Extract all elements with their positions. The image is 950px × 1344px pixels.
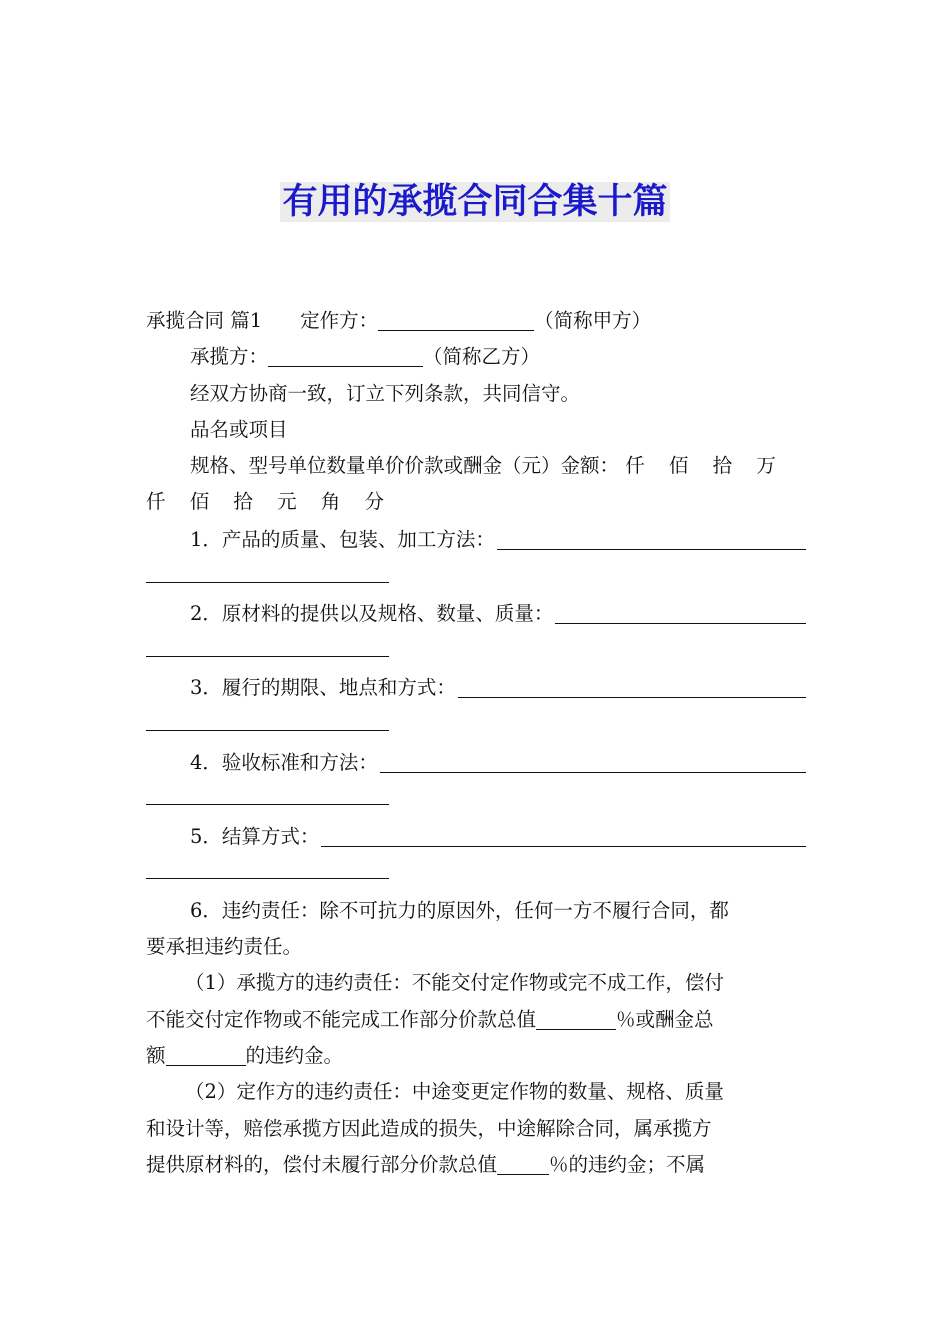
clause-3-blank [458,678,806,699]
clause-5: 5．结算方式： [146,819,806,855]
clause-2: 2．原材料的提供以及规格、数量、质量： [146,596,806,632]
clause-5-blank [321,826,806,847]
clause-6-2-line-1: （2）定作方的违约责任：中途变更定作物的数量、规格、质量 [185,1080,724,1104]
agreement-line: 经双方协商一致，订立下列条款，共同信守。 [190,381,581,405]
penalty-percent-blank [536,1009,616,1030]
contract-header-line [146,303,806,339]
party-b-label: 承揽方： [190,345,269,369]
party-b-line [146,339,806,375]
party-a-abbr: （简称甲方） [534,309,652,332]
clause-6-1-line-2: 不能交付定作物或不能完成工作部分价款总值 ％或酬金总 [146,1007,714,1031]
clause-4-blank-cont [146,781,389,817]
clause-6-1-line-3: 额 的违约金。 [146,1043,344,1067]
clause-2-blank [555,604,806,625]
clause-4-blank [380,752,806,773]
amount-units-1: 仟 佰 拾 万 [625,454,785,478]
amount-units-2: 仟 佰 拾 元 角 分 [146,490,393,514]
clause-6-2-line-2: 和设计等，赔偿承揽方因此造成的损失，中途解除合同，属承揽方 [146,1116,712,1140]
party-b-abbr: （简称乙方） [423,345,541,369]
clause-1-blank [497,530,806,551]
clause-6-line-1: 6．违约责任：除不可抗力的原因外，任何一方不履行合同，都 [190,898,729,922]
penalty-amount-blank [166,1045,246,1066]
document-body [146,303,806,1183]
party-a-blank [378,311,534,332]
article-label: 承揽合同 篇1 [146,309,263,332]
unperformed-percent-blank [497,1154,549,1175]
spec-line: 规格、型号单位数量单价价款或酬金（元）金额： 仟 佰 拾 万 仟 佰 拾 元 角 分 [146,454,785,514]
party-a-label: 定作方： [300,309,379,332]
clause-2-blank-cont [146,633,389,669]
clause-5-blank-cont [146,855,389,891]
clause-3-blank-cont [146,707,389,743]
clause-3: 3．履行的期限、地点和方式： [146,670,806,706]
clause-4: 4．验收标准和方法： [146,745,806,781]
party-b-blank [268,347,423,368]
clause-1-blank-cont [146,559,389,595]
document-title: 有用的承揽合同合集十篇 [282,182,668,222]
clause-6-1-line-1: （1）承揽方的违约责任：不能交付定作物或完不成工作，偿付 [185,971,724,995]
item-heading: 品名或项目 [190,417,288,441]
clause-6-line-2: 要承担违约责任。 [146,935,303,959]
clause-6-2-line-3: 提供原材料的，偿付未履行部分价款总值 ％的违约金；不属 [146,1152,706,1176]
clause-1: 1．产品的质量、包装、加工方法： [146,522,806,558]
